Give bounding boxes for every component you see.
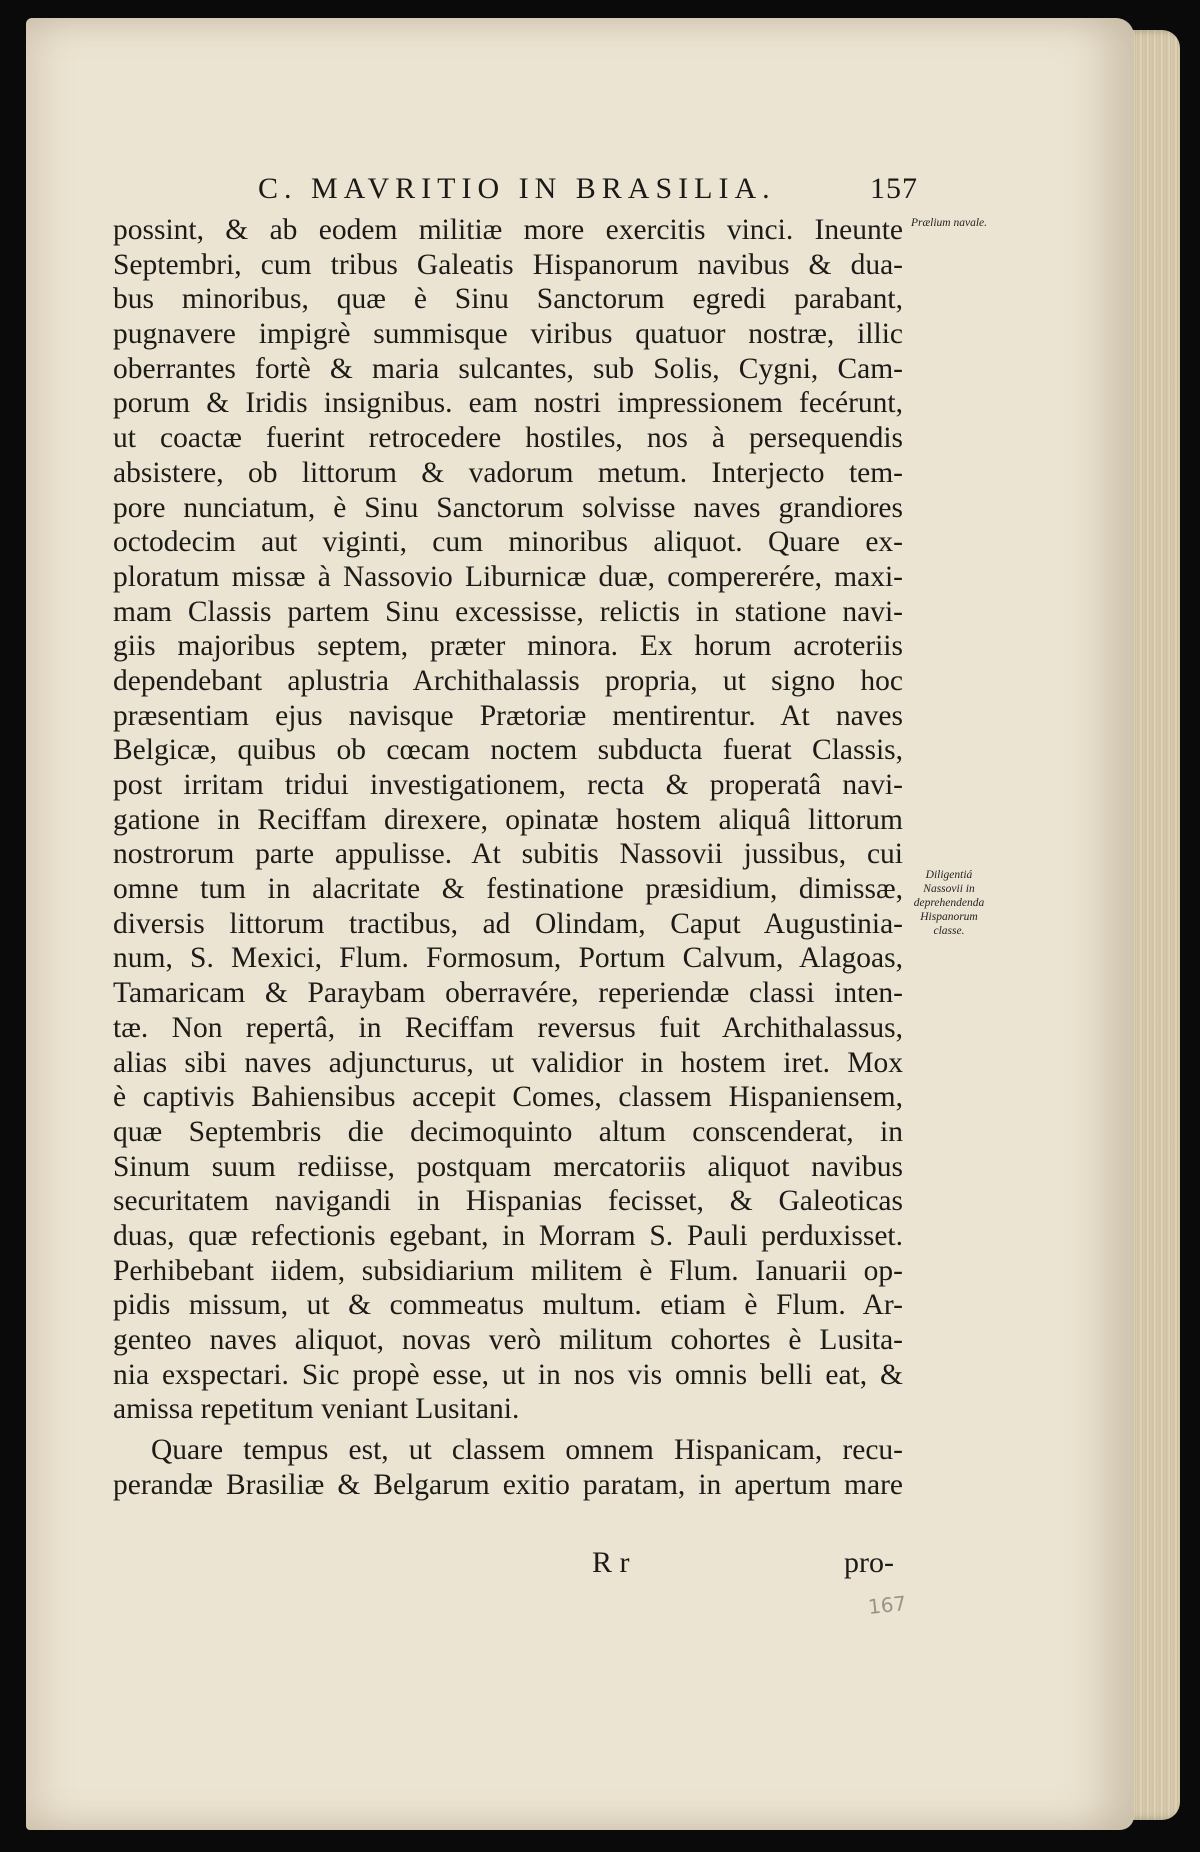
text-line: num, S. Mexici, Flum. Formosum, Portum Calvum, Alagoas,: [113, 942, 903, 975]
text-line: perandæ Brasiliæ & Belgarum exitio paratam, in apertum mare: [113, 1468, 903, 1501]
text-line: ploratum missæ à Nassovio Liburnicæ duæ, compererére, maxi-: [113, 560, 903, 593]
text-line: genteo naves aliquot, novas verò militum cohortes è Lusita-: [113, 1324, 903, 1356]
text-line: Tamaricam & Paraybam oberravére, reperiendæ classi inten-: [113, 977, 903, 1010]
text-line: Quare tempus est, ut classem omnem Hispanicam, recu-: [151, 1434, 903, 1467]
text-line: giis majoribus septem, præter minora. Ex horum acroteriis: [113, 630, 903, 663]
text-line: pugnavere impigrè summisque viribus quatuor nostræ, illic: [113, 318, 903, 351]
text-line: Septembri, cum tribus Galeatis Hispanorum navibus & dua-: [113, 248, 903, 281]
text-line: pore nunciatum, è Sinu Sanctorum solvisse naves grandiores: [113, 491, 903, 524]
margin-note-praelium: Prælium navale.: [910, 217, 988, 229]
text-line: Belgicæ, quibus ob cœcam noctem subducta fuerat Classis,: [113, 734, 903, 767]
text-line: quæ Septembris die decimoquinto altum conscenderat, in: [113, 1115, 903, 1148]
text-line: porum & Iridis insignibus. eam nostri impressionem fecérunt,: [113, 387, 903, 420]
text-line: nostrorum parte appulisse. At subitis Nassovii jussibus, cui: [113, 838, 903, 871]
text-line: possint, & ab eodem militiæ more exercitis vinci. Ineunte: [113, 214, 903, 246]
text-line: securitatem navigandi in Hispanias fecisset, & Galeoticas: [113, 1185, 903, 1218]
text-line: gatione in Reciffam direxere, opinatæ hostem aliquâ littorum: [113, 803, 903, 836]
text-line: nia exspectari. Sic propè esse, ut in nos vis omnis belli eat, &: [113, 1358, 903, 1391]
text-line: pidis missum, ut & commeatus multum. etiam è Flum. Ar-: [113, 1289, 903, 1322]
pencil-folio-note: 167: [866, 1591, 908, 1619]
body-text: [113, 213, 903, 1502]
text-line: duas, quæ refectionis egebant, in Morram S. Pauli perduxisset.: [113, 1219, 903, 1252]
text-line: octodecim aut viginti, cum minoribus aliquot. Quare ex-: [113, 526, 903, 559]
text-line: mam Classis partem Sinu excessisse, relictis in statione navi-: [113, 595, 903, 628]
text-line: bus minoribus, quæ è Sinu Sanctorum egredi parabant,: [113, 283, 903, 316]
text-line: è captivis Bahiensibus accepit Comes, classem Hispaniensem,: [113, 1081, 903, 1114]
text-line: Sinum suum rediisse, postquam mercatoriis aliquot navibus: [113, 1150, 903, 1183]
text-line: Perhibebant iidem, subsidiarium militem è Flum. Ianuarii op-: [113, 1254, 903, 1287]
text-line: absistere, ob littorum & vadorum metum. Interjecto tem-: [113, 456, 903, 489]
text-line: oberrantes fortè & maria sulcantes, sub Solis, Cygni, Cam-: [113, 352, 903, 385]
margin-note-diligentia: Diligentiá Nassovii in deprehendenda Hispanorum classe.: [913, 869, 985, 937]
text-line: diversis littorum tractibus, ad Olindam, Caput Augustinia-: [113, 907, 903, 940]
running-title: C. MAVRITIO IN BRASILIA.: [258, 172, 776, 205]
text-line: præsentiam ejus navisque Prætoriæ mentirentur. At naves: [113, 699, 903, 732]
page-number: 157: [870, 172, 918, 205]
text-line: post irritam tridui investigationem, recta & properatâ navi-: [113, 769, 903, 801]
text-line: alias sibi naves adjuncturus, ut validior in hostem iret. Mox: [113, 1046, 903, 1079]
signature-mark: R r: [592, 1546, 630, 1579]
text-line: omne tum in alacritate & festinatione præsidium, dimissæ,: [113, 873, 903, 906]
text-line: amissa repetitum veniant Lusitani.: [113, 1393, 520, 1426]
running-header: [258, 172, 918, 206]
text-line: ut coactæ fuerint retrocedere hostiles, nos à persequendis: [113, 422, 903, 455]
text-line: dependebant aplustria Archithalassis propria, ut signo hoc: [113, 664, 903, 697]
text-line: tæ. Non repertâ, in Reciffam reversus fuit Archithalassus,: [113, 1011, 903, 1044]
catchword: pro-: [844, 1546, 894, 1579]
